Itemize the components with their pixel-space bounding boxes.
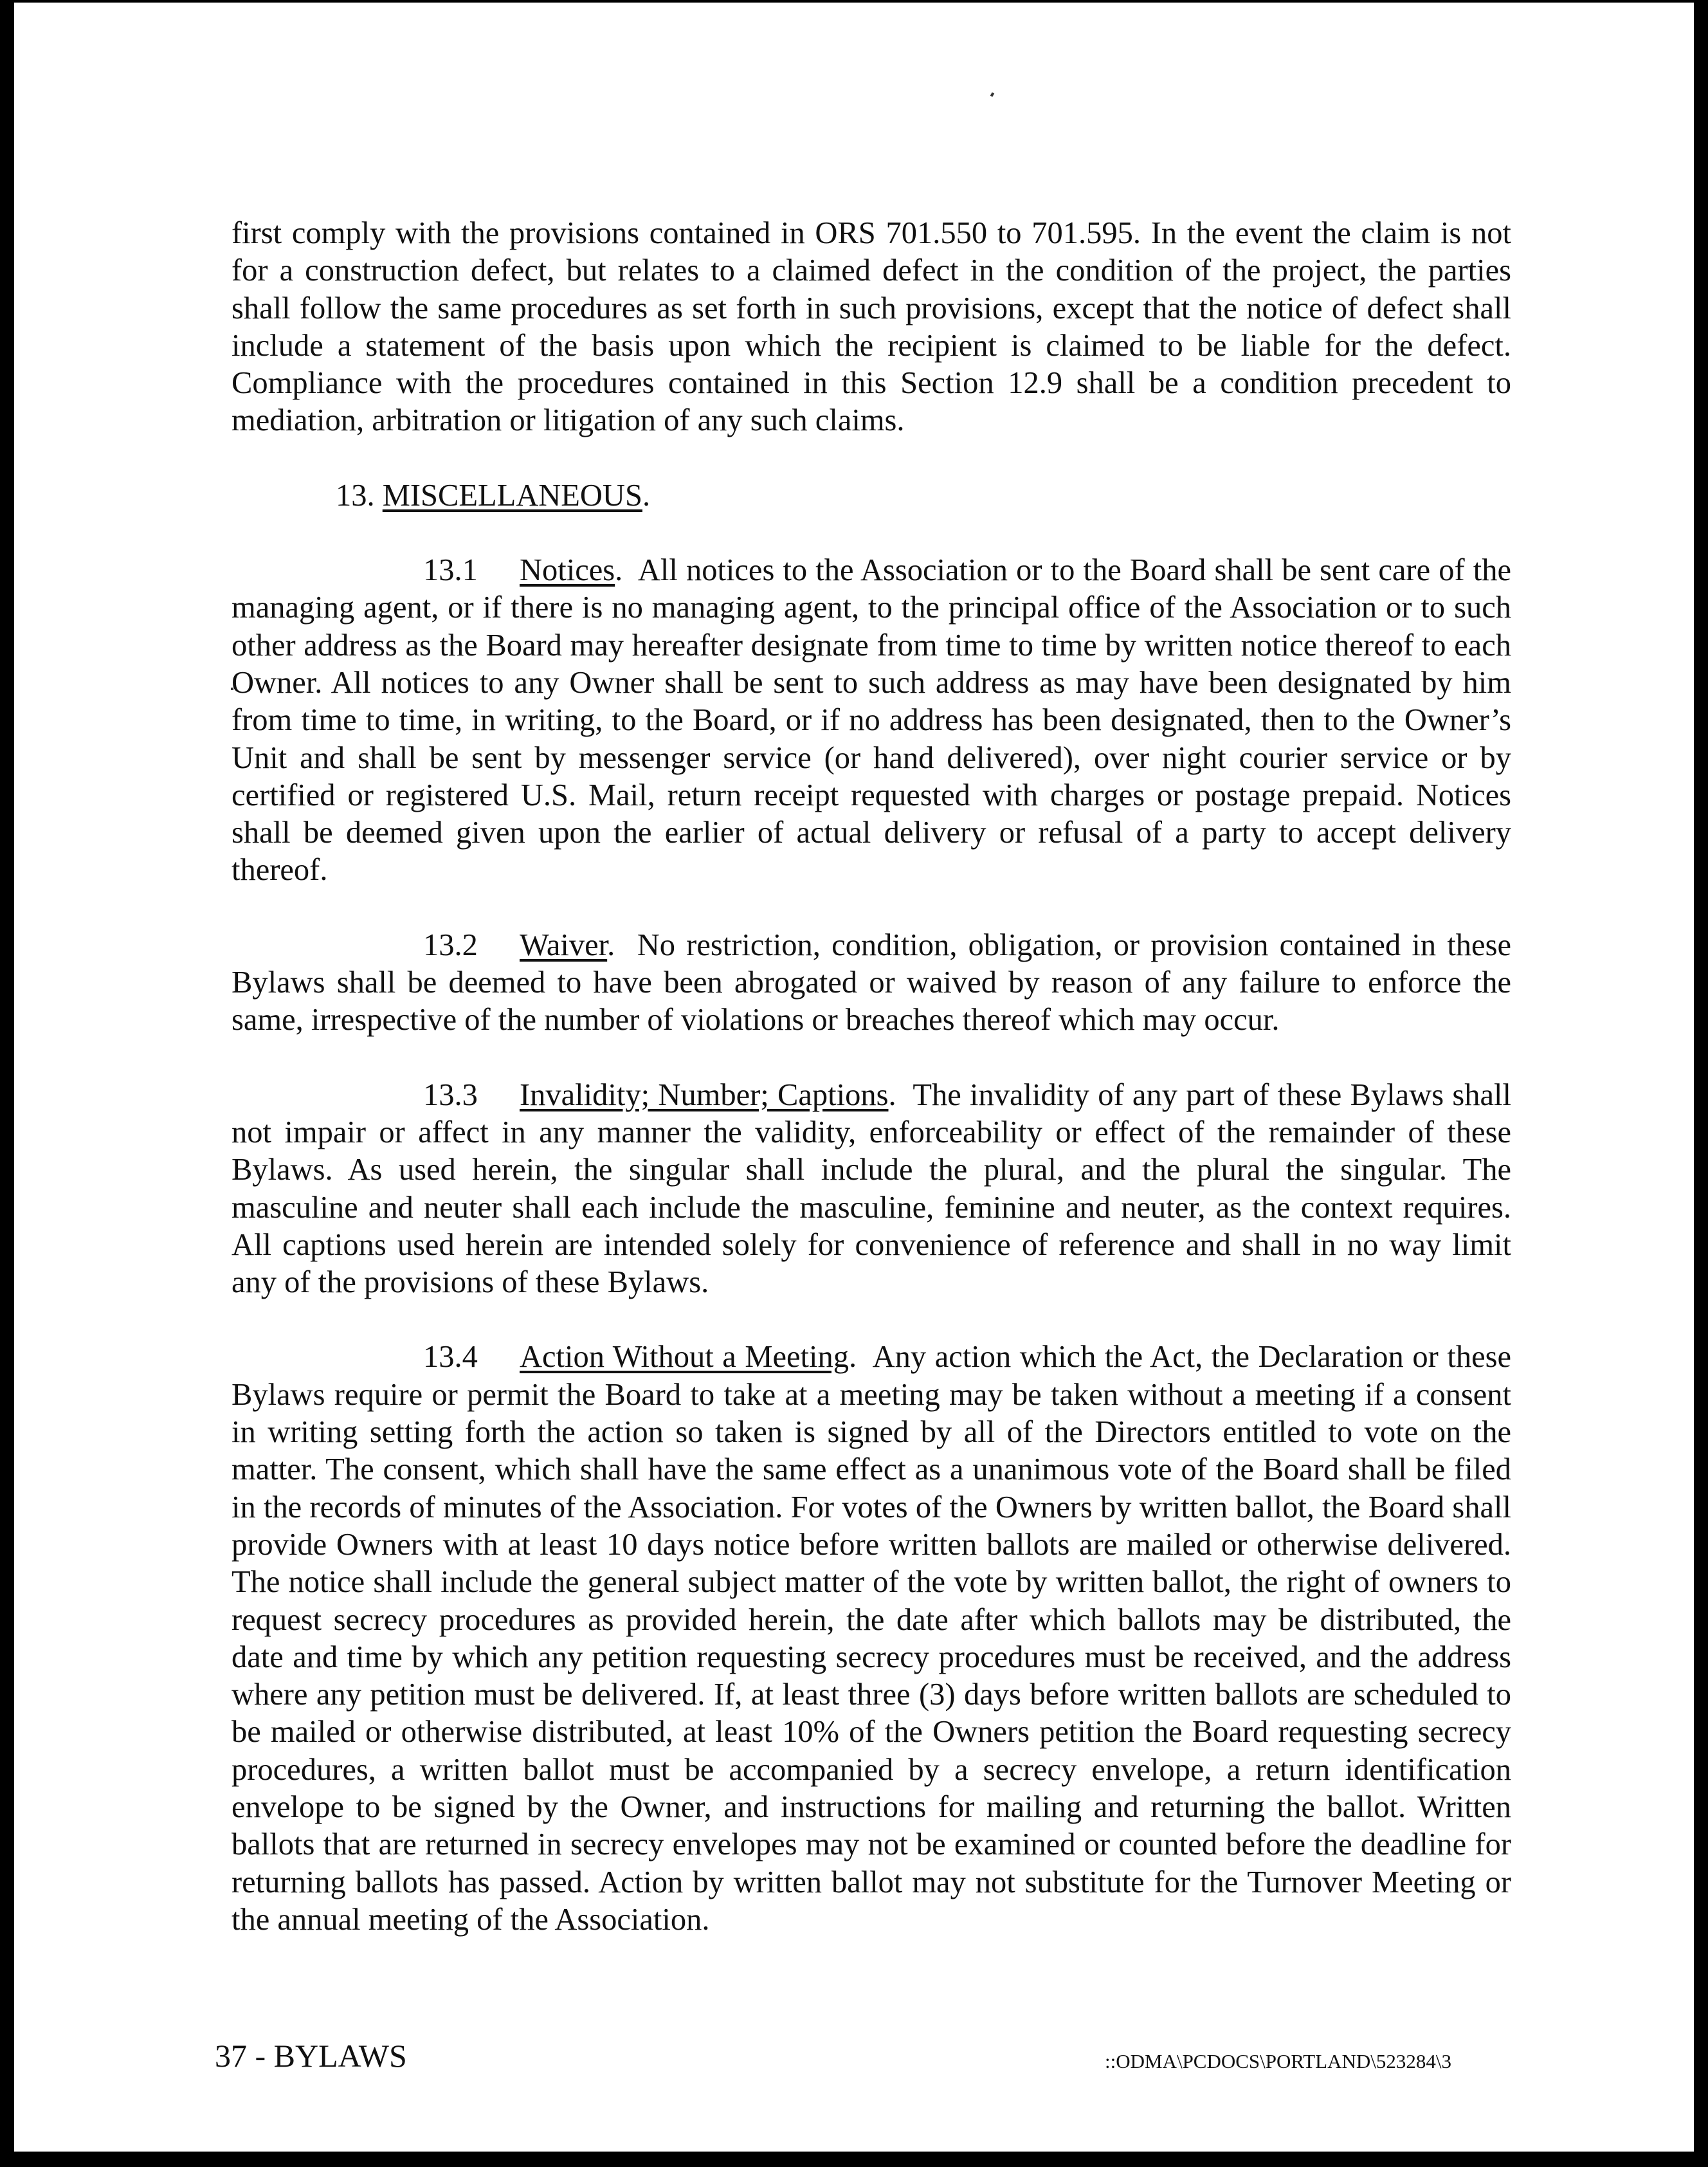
subsection-13-2: 13.2 Waiver. No restriction, condition, obligation, or provision contained in these Bylaws shall be deemed to have been abrogated or waived by reason of any failure to enforce the same, irrespective of the number of violations or breaches thereof which may occur.: [232, 928, 1511, 1038]
subsection-13-1: 13.1 Notices. All notices to the Association or to the Board shall be sent care of the managing agent, or if there is no managing agent, to the principal office of the Association or to such other address as the Board may hereafter designate from time to time by written notice thereof to each Owner. All notices to any Owner shall be sent to such address as may have been designated by him from time to time, in writing, to the Board, or if no address has been designated, then to the Owner’s Unit and shall be sent by messenger service (or hand delivered), over night courier service or by certified or registered U.S. Mail, return receipt requested with charges or postage prepaid. Notices shall be deemed given upon the earlier of actual delivery or refusal of a party to accept delivery thereof.: [232, 553, 1511, 888]
page-label: 37 - BYLAWS: [215, 2038, 407, 2074]
subsection-number: 13.3: [423, 1077, 478, 1112]
scan-speck: [990, 92, 994, 96]
subsection-number: 13.2: [423, 928, 478, 962]
section-number: 13.: [336, 478, 375, 513]
subsection-text: No restriction, condition, obligation, or provision contained in these Bylaws shall be deemed to have been abrogated or waived by reason of any failure to enforce the same, irrespective of the number of violations or breaches thereof which may occur.: [232, 928, 1511, 1038]
document-body: [232, 215, 1511, 1939]
subsection-13-3: 13.3 Invalidity; Number; Captions. The invalidity of any part of these Bylaws shall not impair or affect in any manner the validity, enforceability or effect of the remainder of these Bylaws. As used herein, the singular shall include the plural, and the plural the singular. The masculine and neuter shall each include the masculine, feminine and neuter, as the context requires. All captions used herein are intended solely for convenience of reference and shall in no way limit any of the provisions of these Bylaws.: [232, 1077, 1511, 1300]
subsection-text: The invalidity of any part of these Bylaws shall not impair or affect in any manner the validity, enforceability or effect of the remainder of these Bylaws. As used herein, the singular shall include the plural, and the plural the singular. The masculine and neuter shall each include the masculine, feminine and neuter, as the context requires. All captions used herein are intended solely for convenience of reference and shall in no way limit any of the provisions of these Bylaws.: [232, 1077, 1511, 1300]
subsection-13-4: 13.4 Action Without a Meeting. Any action which the Act, the Declaration or these Bylaws require or permit the Board to take at a meeting may be taken without a meeting if a consent in writing setting forth the action so taken is signed by all of the Directors entitled to vote on the matter. The consent, which shall have the same effect as a unanimous vote of the Board shall be filed in the records of minutes of the Association. For votes of the Owners by written ballot, the Board shall provide Owners with at least 10 days notice before written ballots are mailed or otherwise delivered. The notice shall include the general subject matter of the vote by written ballot, the right of owners to request secrecy procedures as provided herein, the date after which ballots may be distributed, the date and time by which any petition requesting secrecy procedures must be received, and the address where any petition must be delivered. If, at least three (3) days before written ballots are scheduled to be mailed or otherwise distributed, at least 10% of the Owners petition the Board requesting secrecy procedures, a written ballot must be accompanied by a secrecy envelope, a return identification envelope to be signed by the Owner, and instructions for mailing and returning the ballot. Written ballots that are returned in secrecy envelopes may not be examined or counted before the deadline for returning ballots has passed. Action by written ballot may not substitute for the Turnover Meeting or the annual meeting of the Association.: [232, 1340, 1512, 1937]
section-title: MISCELLANEOUS: [382, 478, 642, 513]
subsection-title: Invalidity; Number; Captions: [520, 1077, 889, 1112]
section-heading: 13. MISCELLANEOUS.: [336, 478, 651, 513]
subsection-title: Action Without a Meeting: [520, 1340, 849, 1375]
continued-paragraph: first comply with the provisions contained in ORS 701.550 to 701.595. In the event the claim is not for a construction defect, but relates to a claimed defect in the condition of the project, the parties shall follow the same procedures as set forth in such provisions, except that the notice of defect shall include a statement of the basis upon which the recipient is claimed to be liable for the defect. Compliance with the procedures contained in this Section 12.9 shall be a condition precedent to mediation, arbitration or litigation of any such claims.: [232, 216, 1511, 438]
subsection-title: Waiver: [520, 928, 608, 962]
subsection-title: Notices: [520, 553, 615, 588]
subsection-number: 13.1: [423, 553, 478, 588]
subsection-number: 13.4: [423, 1340, 478, 1375]
subsection-text: All notices to the Association or to the Board shall be sent care of the managing agent, or if there is no managing agent, to the principal office of the Association or to such other address as the Board may hereafter designate from time to time by written notice thereof to each Owner. All notices to any Owner shall be sent to such address as may have been designated by him from time to time, in writing, to the Board, or if no address has been designated, then to the Owner’s Unit and shall be sent by messenger service (or hand delivered), over night courier service or by certified or registered U.S. Mail, return receipt requested with charges or postage prepaid. Notices shall be deemed given upon the earlier of actual delivery or refusal of a party to accept delivery thereof.: [232, 553, 1511, 888]
document-path: ::ODMA\PCDOCS\PORTLAND\523284\3: [1105, 2050, 1451, 2072]
subsection-text: Any action which the Act, the Declaration or these Bylaws require or permit the Board to take at a meeting may be taken without a meeting if a consent in writing setting forth the action so taken is signed by all of the Directors entitled to vote on the matter. The consent, which shall have the same effect as a unanimous vote of the Board shall be filed in the records of minutes of the Association. For votes of the Owners by written ballot, the Board shall provide Owners with at least 10 days notice before written ballots are mailed or otherwise delivered. The notice shall include the general subject matter of the vote by written ballot, the right of owners to request secrecy procedures as provided herein, the date after which ballots may be distributed, the date and time by which any petition requesting secrecy procedures must be received, and the address where any petition must be delivered. If, at least three (3) days before written ballots are scheduled to be mailed or otherwise distributed, at least 10% of the Owners petition the Board requesting secrecy procedures, a written ballot must be accompanied by a secrecy envelope, a return identification envelope to be signed by the Owner, and instructions for mailing and returning the ballot. Written ballots that are returned in secrecy envelopes may not be examined or counted before the deadline for returning ballots has passed. Action by written ballot may not substitute for the Turnover Meeting or the annual meeting of the Association.: [232, 1340, 1512, 1937]
